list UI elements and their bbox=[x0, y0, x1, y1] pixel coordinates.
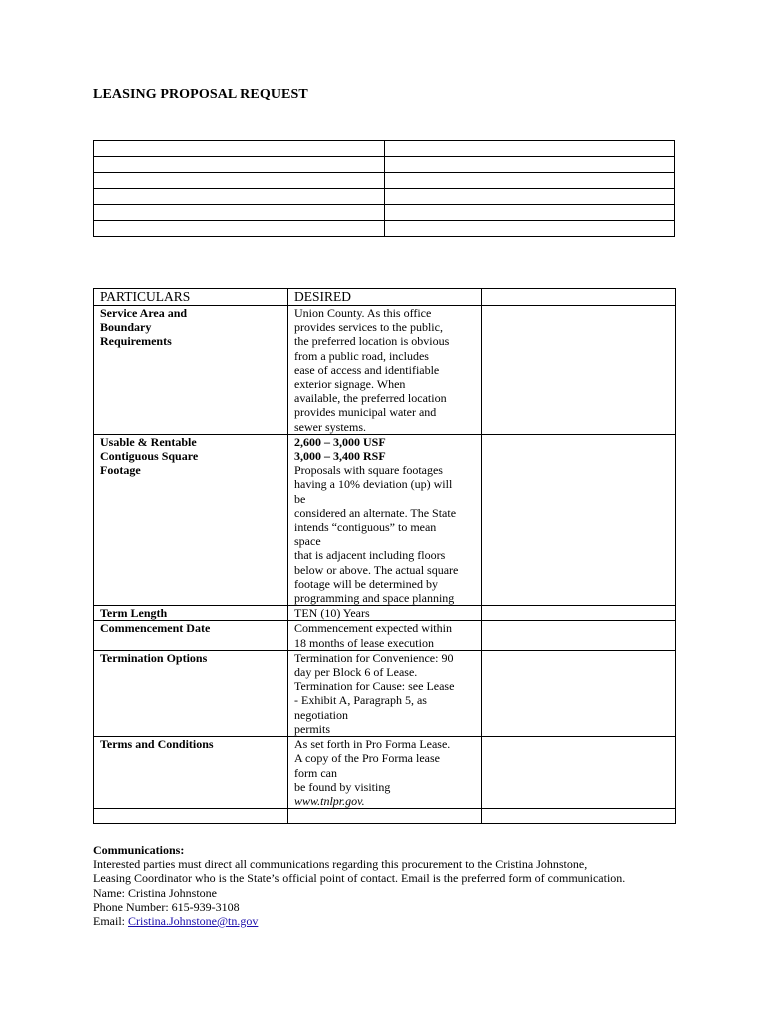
desired-line: provides municipal water and bbox=[294, 405, 437, 420]
table-row bbox=[94, 306, 676, 435]
label-line: Usable & Rentable bbox=[100, 434, 197, 449]
table-cell bbox=[94, 809, 288, 824]
label-line: Terms and Conditions bbox=[100, 737, 214, 752]
desired-line: be found by visiting bbox=[294, 779, 391, 794]
table-cell bbox=[94, 205, 385, 221]
desired-line: - Exhibit A, Paragraph 5, as bbox=[294, 693, 427, 708]
row-blank bbox=[482, 737, 676, 809]
desired-line: form can bbox=[294, 765, 337, 780]
table-cell bbox=[288, 809, 482, 824]
label-line: Requirements bbox=[100, 334, 172, 349]
desired-line: Commencement expected within bbox=[294, 621, 452, 636]
label-line: Term Length bbox=[100, 606, 168, 621]
row-desired bbox=[288, 621, 482, 650]
table-row bbox=[94, 737, 676, 809]
row-desired bbox=[288, 306, 482, 435]
desired-line: As set forth in Pro Forma Lease. bbox=[294, 737, 451, 752]
row-label bbox=[94, 306, 288, 435]
header-particulars: PARTICULARS bbox=[94, 289, 288, 306]
table-row bbox=[94, 606, 676, 621]
table-row bbox=[94, 621, 676, 650]
communications-line: Leasing Coordinator who is the State’s official point of contact. Email is the preferred form of communication. bbox=[93, 871, 626, 886]
desired-bold-line: 3,000 – 3,400 RSF bbox=[294, 449, 386, 464]
desired-line: footage will be determined by bbox=[294, 576, 438, 591]
contact-email-line bbox=[93, 914, 693, 928]
desired-line: having a 10% deviation (up) will bbox=[294, 477, 453, 492]
label-line: Boundary bbox=[100, 320, 152, 335]
header-blank bbox=[482, 289, 676, 306]
desired-line: space bbox=[294, 534, 321, 549]
table-row bbox=[94, 650, 676, 736]
desired-line: the preferred location is obvious bbox=[294, 334, 450, 349]
table-row bbox=[94, 205, 675, 221]
contact-name: Name: Cristina Johnstone bbox=[93, 885, 217, 900]
desired-line: Union County. As this office bbox=[294, 306, 432, 320]
desired-line: Termination for Convenience: 90 bbox=[294, 650, 454, 665]
table-cell bbox=[94, 189, 385, 205]
table-row bbox=[94, 157, 675, 173]
table-cell bbox=[94, 157, 385, 173]
row-label bbox=[94, 621, 288, 650]
desired-line: day per Block 6 of Lease. bbox=[294, 665, 418, 680]
communications-section bbox=[93, 843, 693, 928]
row-label bbox=[94, 606, 288, 621]
label-line: Commencement Date bbox=[100, 621, 211, 636]
desired-line: below or above. The actual square bbox=[294, 562, 459, 577]
table-cell bbox=[384, 141, 675, 157]
desired-line: Proposals with square footages bbox=[294, 463, 443, 478]
label-line: Termination Options bbox=[100, 650, 208, 665]
communications-heading: Communications: bbox=[93, 843, 185, 857]
table-row bbox=[94, 141, 675, 157]
desired-line: exterior signage. When bbox=[294, 377, 406, 392]
row-label bbox=[94, 737, 288, 809]
desired-line: permits bbox=[294, 721, 330, 736]
desired-line: sewer systems. bbox=[294, 419, 366, 434]
row-blank bbox=[482, 650, 676, 736]
contact-phone: Phone Number: 615-939-3108 bbox=[93, 899, 240, 914]
email-prefix: Email: bbox=[93, 914, 128, 929]
row-desired bbox=[288, 434, 482, 605]
desired-line: 18 months of lease execution bbox=[294, 635, 434, 650]
desired-line: considered an alternate. The State bbox=[294, 505, 457, 520]
row-label bbox=[94, 434, 288, 605]
desired-line: ease of access and identifiable bbox=[294, 362, 440, 377]
table-cell bbox=[94, 173, 385, 189]
row-blank bbox=[482, 434, 676, 605]
desired-line: that is adjacent including floors bbox=[294, 548, 446, 563]
desired-line: Termination for Cause: see Lease bbox=[294, 679, 455, 694]
desired-line: from a public road, includes bbox=[294, 348, 429, 363]
desired-line: available, the preferred location bbox=[294, 391, 447, 406]
blank-info-table bbox=[93, 140, 675, 237]
desired-line: intends “contiguous” to mean bbox=[294, 520, 437, 535]
table-cell bbox=[94, 221, 385, 237]
row-blank bbox=[482, 621, 676, 650]
table-cell bbox=[384, 189, 675, 205]
desired-line: TEN (10) Years bbox=[294, 606, 370, 621]
table-cell bbox=[94, 141, 385, 157]
table-row bbox=[94, 809, 676, 824]
desired-line: negotiation bbox=[294, 707, 348, 722]
label-line: Contiguous Square bbox=[100, 449, 199, 464]
label-line: Service Area and bbox=[100, 306, 188, 320]
table-cell bbox=[384, 173, 675, 189]
email-link[interactable]: Cristina.Johnstone@tn.gov bbox=[128, 914, 259, 929]
desired-line: programming and space planning bbox=[294, 591, 455, 606]
header-desired: DESIRED bbox=[288, 289, 482, 306]
row-blank bbox=[482, 306, 676, 435]
desired-bold-line: 2,600 – 3,000 USF bbox=[294, 434, 386, 449]
row-blank bbox=[482, 606, 676, 621]
row-desired bbox=[288, 650, 482, 736]
table-header-row bbox=[94, 289, 676, 306]
table-row bbox=[94, 221, 675, 237]
table-row bbox=[94, 173, 675, 189]
website-link-text: www.tnlpr.gov. bbox=[294, 793, 365, 808]
row-desired bbox=[288, 606, 482, 621]
desired-line: A copy of the Pro Forma lease bbox=[294, 751, 440, 766]
table-row bbox=[94, 189, 675, 205]
label-line: Footage bbox=[100, 463, 141, 478]
table-cell bbox=[384, 205, 675, 221]
row-desired bbox=[288, 737, 482, 809]
desired-line: be bbox=[294, 491, 306, 506]
page-title: LEASING PROPOSAL REQUEST bbox=[93, 87, 308, 102]
table-cell bbox=[384, 221, 675, 237]
table-row bbox=[94, 434, 676, 605]
table-cell bbox=[482, 809, 676, 824]
desired-line: provides services to the public, bbox=[294, 320, 443, 335]
table-cell bbox=[384, 157, 675, 173]
particulars-table bbox=[93, 288, 676, 824]
row-label bbox=[94, 650, 288, 736]
communications-line: Interested parties must direct all communications regarding this procurement to the Cristina Johnstone, bbox=[93, 857, 588, 872]
